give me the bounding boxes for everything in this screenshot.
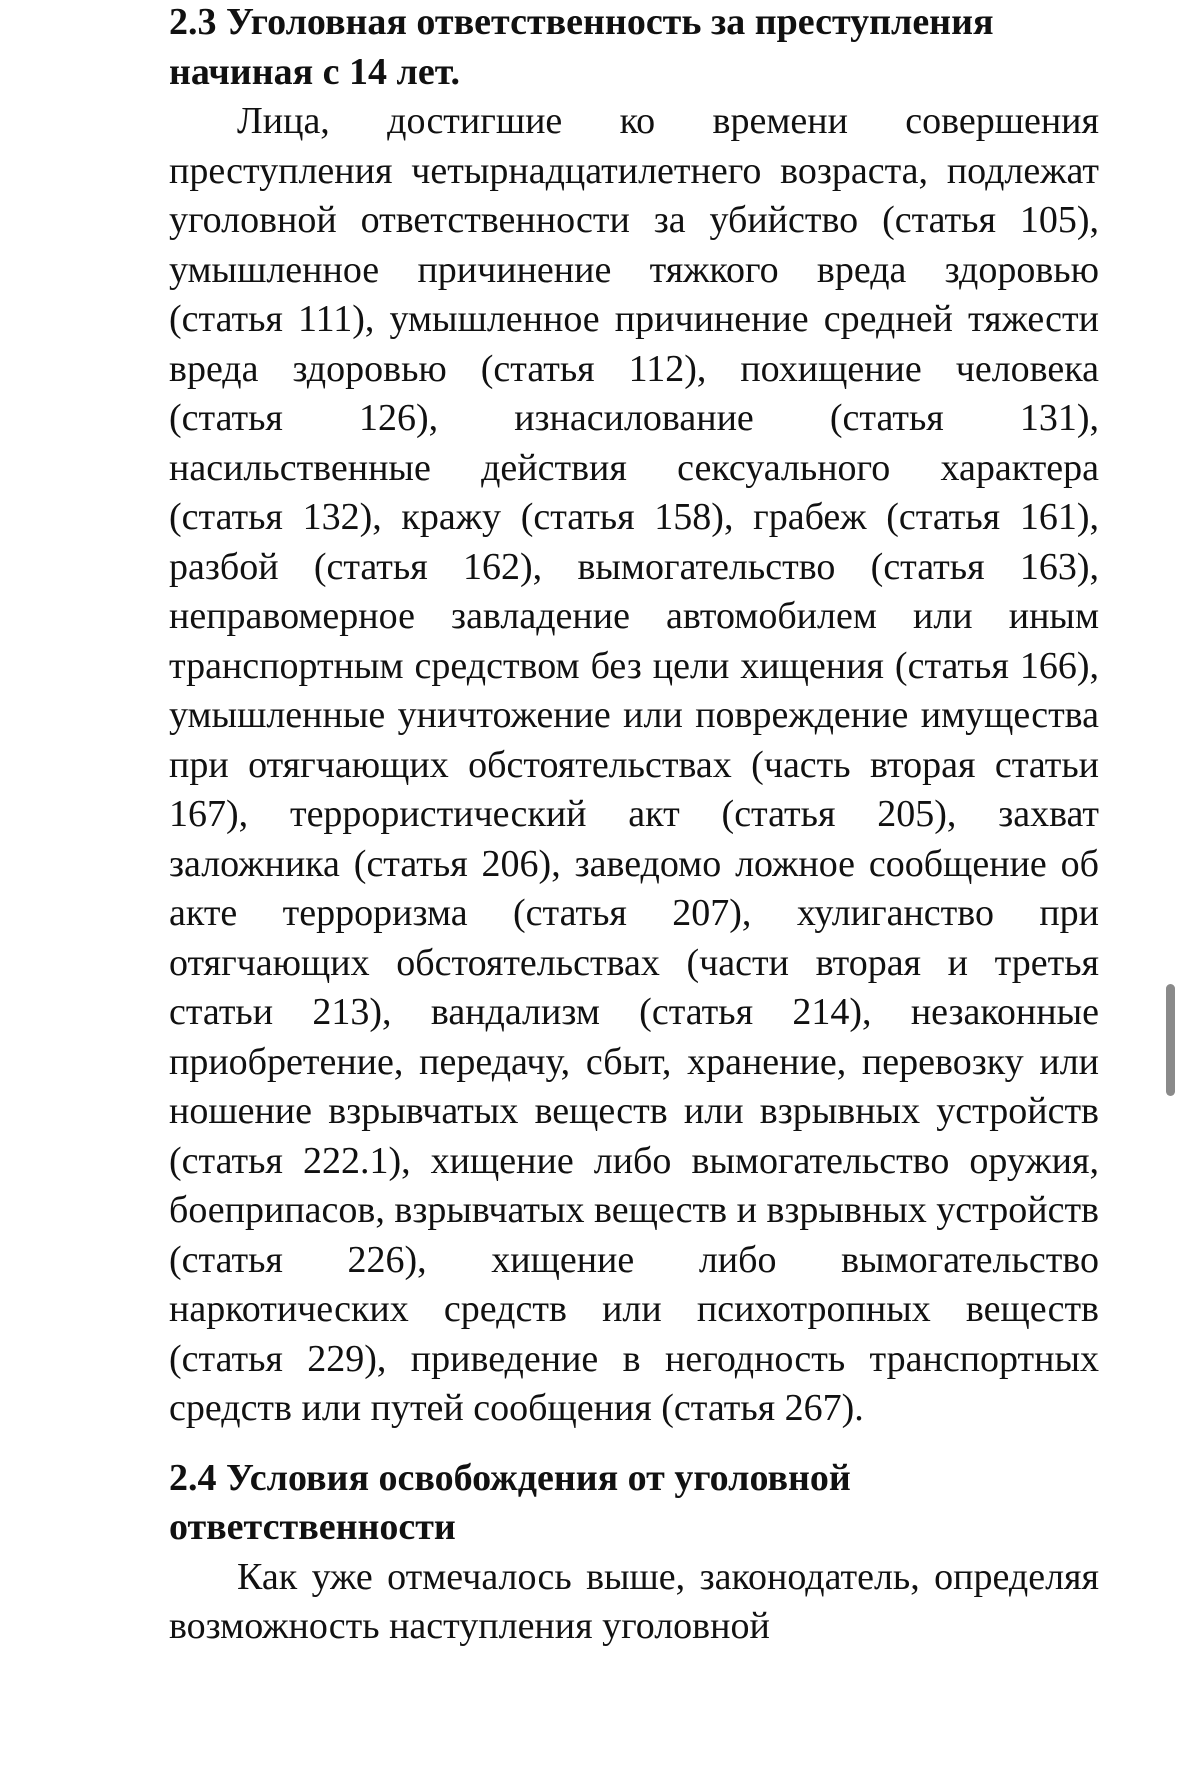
vertical-scrollbar-thumb[interactable] [1166,984,1175,1096]
section-paragraph-2-4: Как уже отмечалось выше, законодатель, определяя возможность наступления уголовной [169,1555,1099,1647]
section-paragraph-2-3: Лица, достигшие ко времени совершения преступления четырнадцатилетнего возраста, подлежат уголовной ответственности за убийство (статья 105), умышленное причинение тяжкого вреда здоровью (статья 111), умышленное причинение средней тяжести вреда здоровью (статья 112), похищение человека (статья 126), изнасилование (статья 131), насильственные действия сексуального характера (статья 132), кражу (статья 158), грабеж (статья 161), разбой (статья 162), вымогательство (статья 163), неправомерное завладение автомобилем или иным транспортным средством без цели хищения (статья 166), умышленные уничтожение или повреждение имущества при отягчающих обстоятельствах (часть вторая статьи 167), террористический акт (статья 205), захват заложника (статья 206), заведомо ложное сообщение об акте терроризма (статья 207), хулиганство при отягчающих обстоятельствах (части вторая и третья статьи 213), вандализм (статья 214), незаконные приобретение, передачу, сбыт, хранение, перевозку или ношение взрывчатых веществ или взрывных устройств (статья 222.1), хищение либо вымогательство оружия, боеприпасов, взрывчатых веществ и взрывных устройств (статья 226), хищение либо вымогательство наркотических средств или психотропных веществ (статья 229), приведение в негодность транспортных средств или путей сообщения (статья 267). [169,100,1099,1429]
section-heading-2-4: 2.4 Условия освобождения от уголовной ответственности [169,1456,851,1548]
document-page [169,0,1099,1652]
section-heading-2-3: 2.3 Уголовная ответственность за преступления начиная с 14 лет. [169,1,994,93]
